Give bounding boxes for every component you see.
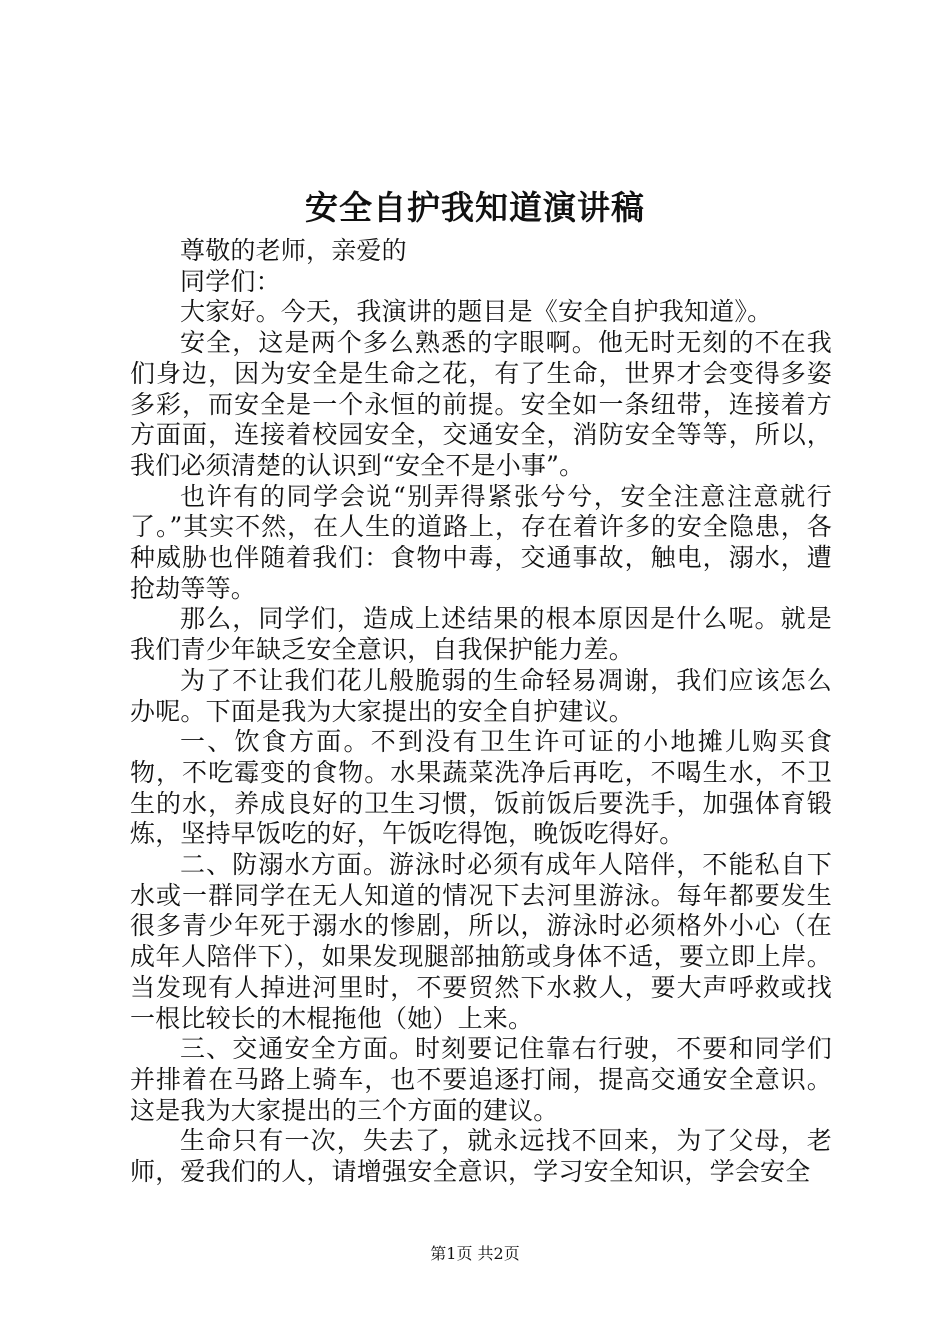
document-body <box>130 236 832 1188</box>
paragraph-root-cause: 那么，同学们，造成上述结果的根本原因是什么呢。就是我们青少年缺乏安全意识，自我保护能力差。 <box>130 604 832 665</box>
salutation-line-2: 同学们： <box>180 266 281 296</box>
page-number: 第1页 共2页 <box>430 1244 520 1263</box>
paragraph-closing: 生命只有一次，失去了，就永远找不回来，为了父母，老师，爱我们的人，请增强安全意识，学习安全知识，学会安全 <box>130 1126 832 1187</box>
paragraph-hazards: 也许有的同学会说“别弄得紧张兮兮，安全注意注意就行了。”其实不然，在人生的道路上，存在着许多的安全隐患，各种威胁也伴随着我们：食物中毒，交通事故，触电，溺水，遭抢劫等等。 <box>130 481 832 603</box>
paragraph-safety-intro: 安全，这是两个多么熟悉的字眼啊。他无时无刻的不在我们身边，因为安全是生命之花，有了生命，世界才会变得多姿多彩，而安全是一个永恒的前提。安全如一条纽带，连接着方方面面，连接着校园安全，交通安全，消防安全等等，所以，我们必须清楚的认识到“安全不是小事”。 <box>130 328 832 480</box>
paragraph-greeting: 大家好。今天，我演讲的题目是《安全自护我知道》。 <box>180 297 773 327</box>
paragraph-food-safety: 一、饮食方面。不到没有卫生许可证的小地摊儿购买食物，不吃霉变的食物。水果蔬菜洗净后再吃，不喝生水，不卫生的水，养成良好的卫生习惯，饭前饭后要洗手，加强体育锻炼，坚持早饭吃的好，午饭吃得饱，晚饭吃得好。 <box>130 727 832 849</box>
paragraph-traffic-safety: 三、交通安全方面。时刻要记住靠右行驶，不要和同学们并排着在马路上骑车，也不要追逐打闹，提高交通安全意识。这是我为大家提出的三个方面的建议。 <box>130 1034 832 1125</box>
paragraph-proposal-intro: 为了不让我们花儿般脆弱的生命轻易凋谢，我们应该怎么办呢。下面是我为大家提出的安全自护建议。 <box>130 665 832 726</box>
paragraph-drowning-prevention: 二、防溺水方面。游泳时必须有成年人陪伴，不能私自下水或一群同学在无人知道的情况下去河里游泳。每年都要发生很多青少年死于溺水的惨剧，所以，游泳时必须格外小心（在成年人陪伴下），如果发现腿部抽筋或身体不适，要立即上岸。当发现有人掉进河里时，不要贸然下水救人，要大声呼救或找一根比较长的木棍拖他（她）上来。 <box>130 850 832 1033</box>
document-title: 安全自护我知道演讲稿 <box>305 188 645 227</box>
salutation-line-1: 尊敬的老师，亲爱的 <box>180 236 407 265</box>
